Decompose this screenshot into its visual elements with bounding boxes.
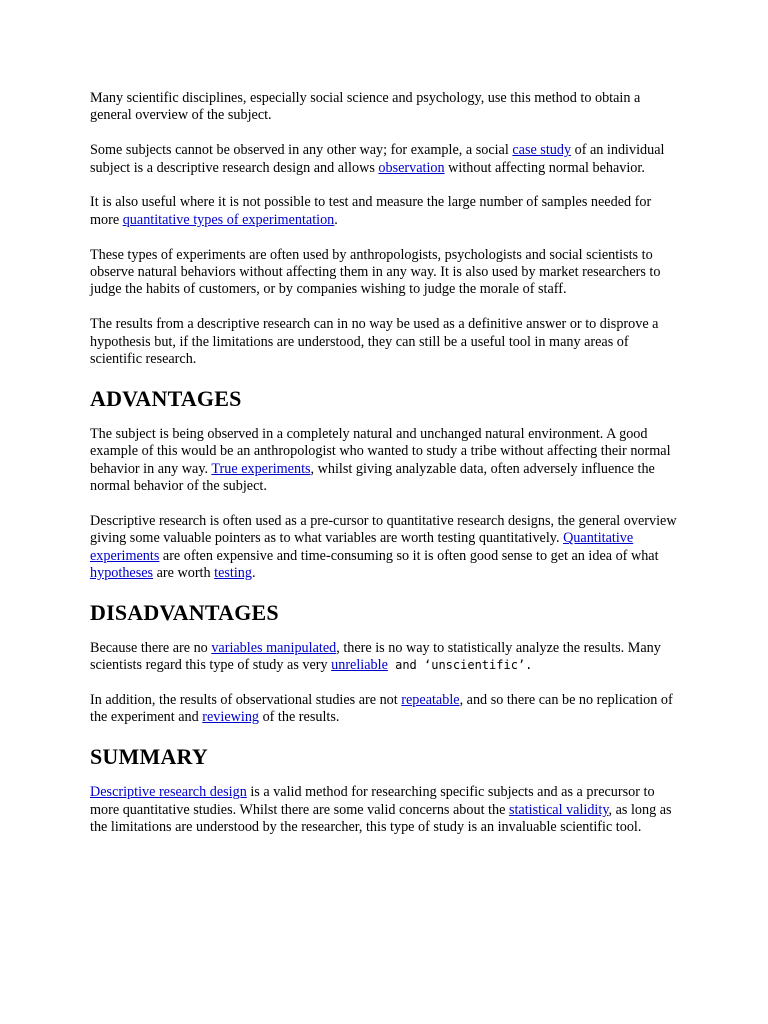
- descriptive-research-design-link[interactable]: Descriptive research design: [90, 784, 247, 801]
- advantages-paragraph-1: The subject is being observed in a completely natural and unchanged natural environment. A good example of this would be an anthropologist who wanted to study a tribe without affecting their normal behavior in any way. True experiments, whilst giving analyzable data, often adversely influence the normal behavior of the subject.: [90, 425, 671, 495]
- true-experiments-link[interactable]: True experiments: [211, 460, 311, 477]
- quantitative-types-link[interactable]: quantitative types of experimentation: [122, 211, 335, 228]
- advantages-paragraph-2: Descriptive research is often used as a pre-cursor to quantitative research designs, the general overview giving some valuable pointers as to what variables are worth testing quantitatively. Quantitative experiments are often expensive and time-consuming so it is often good sense to get an idea of what hypotheses are worth testing.: [90, 512, 677, 582]
- disadvantages-paragraph-2: In addition, the results of observational studies are not repeatable, and so there can be no replication of the experiment and reviewing of the results.: [90, 692, 673, 726]
- quantitative-experiments-link[interactable]: Quantitative experiments: [90, 530, 634, 564]
- disadvantages-heading: DISADVANTAGES: [90, 599, 279, 625]
- summary-heading: SUMMARY: [90, 744, 208, 770]
- disadvantages-paragraph-1: Because there are no variables manipulated, there is no way to statistically analyze the results. Many scientists regard this type of study as very unreliable and ‘unscientific’.: [90, 639, 661, 674]
- summary-paragraph-1: Descriptive research design is a valid method for researching specific subjects and as a precursor to more quantitative studies. Whilst there are some valid concerns about the statistical validity, as long as the limitations are understood by the researcher, this type of study is an invaluable scientific tool.: [90, 784, 672, 836]
- testing-link[interactable]: testing: [214, 565, 252, 582]
- observation-link[interactable]: observation: [378, 159, 445, 176]
- intro-paragraph-1: Many scientific disciplines, especially social science and psychology, use this method to obtain a general overview of the subject.: [90, 90, 641, 124]
- advantages-heading: ADVANTAGES: [90, 385, 242, 411]
- reviewing-link[interactable]: reviewing: [202, 709, 260, 726]
- variables-manipulated-link[interactable]: variables manipulated: [211, 639, 337, 656]
- unreliable-link[interactable]: unreliable: [331, 657, 388, 674]
- intro-paragraph-5: The results from a descriptive research can in no way be used as a definitive answer or to disprove a hypothesis but, if the limitations are understood, they can still be a useful tool in many areas of scientific research.: [90, 316, 659, 368]
- document-page: [90, 90, 682, 854]
- case-study-link[interactable]: case study: [512, 142, 572, 159]
- intro-paragraph-2: Some subjects cannot be observed in any other way; for example, a social case study of an individual subject is a descriptive research design and allows observation without affecting normal behavior.: [90, 142, 665, 176]
- statistical-validity-link[interactable]: statistical validity: [508, 801, 609, 818]
- hypotheses-link[interactable]: hypotheses: [90, 565, 154, 582]
- repeatable-link[interactable]: repeatable: [401, 692, 460, 709]
- intro-paragraph-3: It is also useful where it is not possible to test and measure the large number of samples needed for more quantitative types of experimentation.: [90, 194, 652, 228]
- intro-paragraph-4: These types of experiments are often used by anthropologists, psychologists and social scientists to observe natural behaviors without affecting them in any way. It is also used by market researchers to judge the habits of customers, or by companies wishing to judge the morale of staff.: [90, 246, 661, 298]
